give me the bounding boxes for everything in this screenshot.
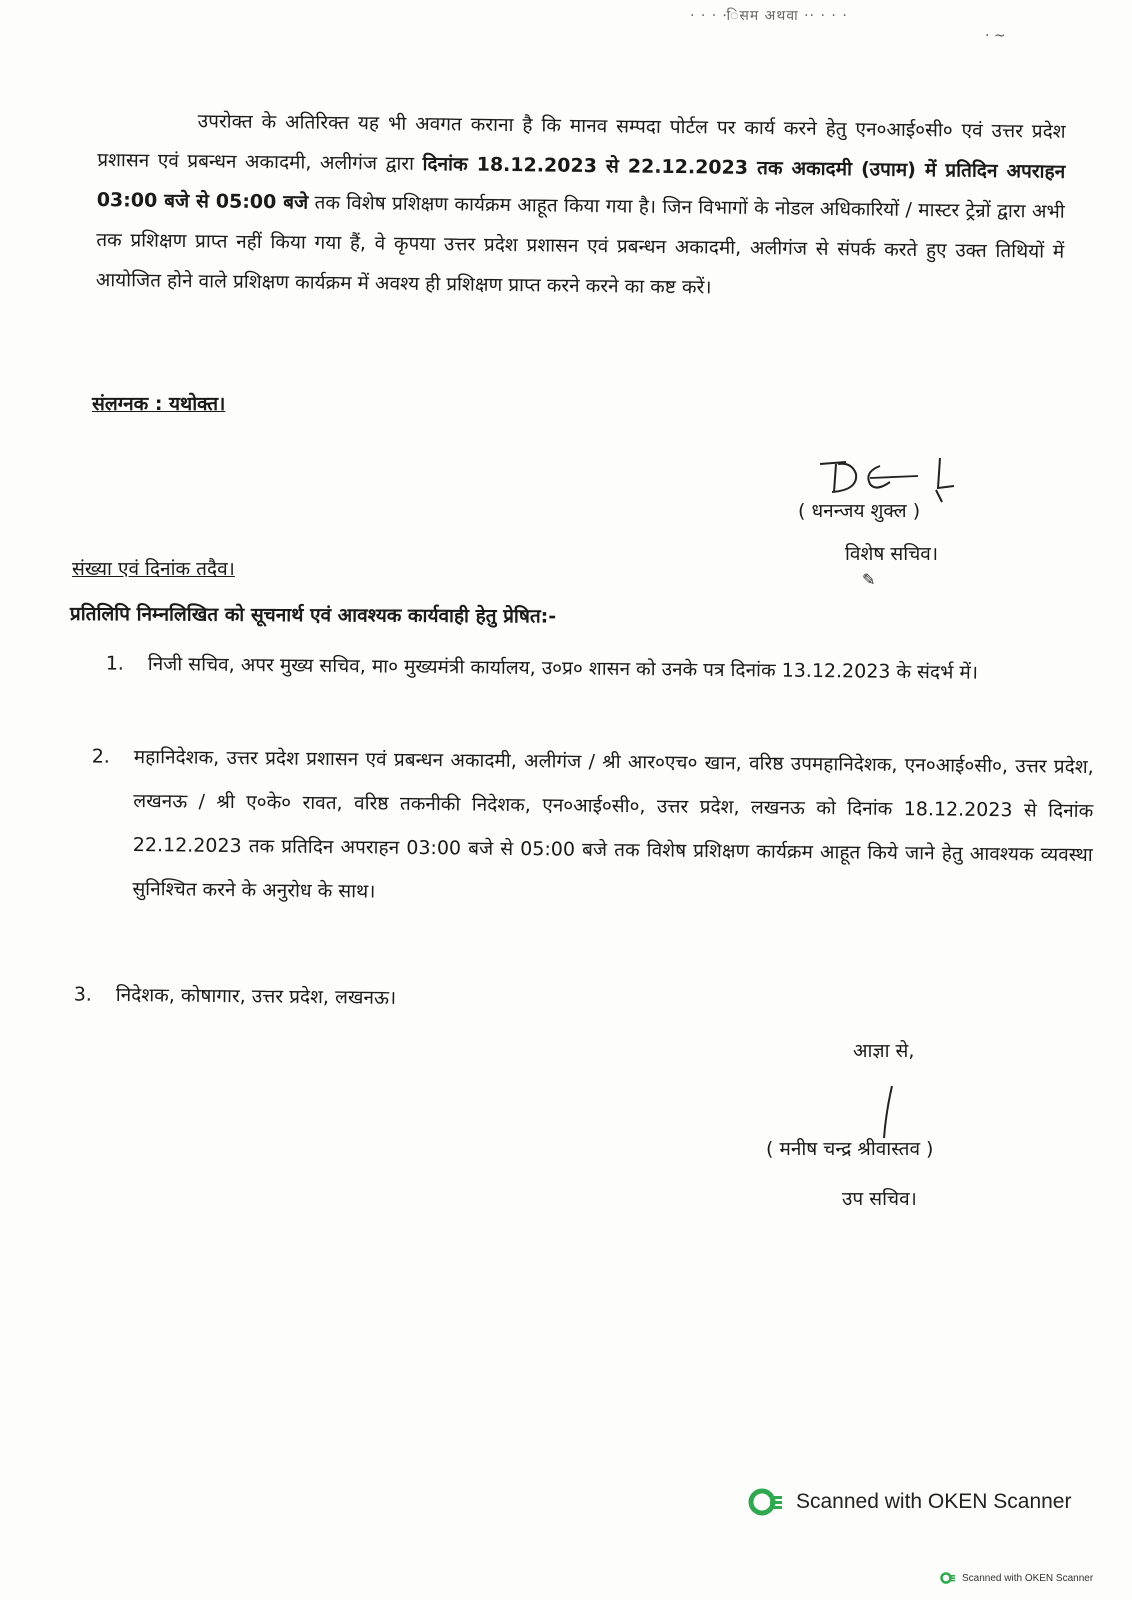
list-item-number: 3. — [73, 983, 93, 1006]
list-item-number: 2. — [91, 745, 111, 768]
body-lead: उपरोक्त के अतिरिक्त यह भी अवगत कराना है कि मानव सम्पदा पोर्टल पर कार्य करने हेतु एन०आई०सी० एवं उत्तर प्रदेश प्रशासन एवं प्रबन्धन अकादमी, अलीगंज द्वारा — [97, 110, 1066, 175]
by-order-text: आज्ञा से, — [853, 1040, 915, 1062]
oken-scanner-logo-icon — [748, 1487, 784, 1517]
body-tail: तक विशेष प्रशिक्षण कार्यक्रम आहूत किया गया है। जिन विभागों के नोडल अधिकारियों / मास्टर ट्रेन्रों द्वारा अभी तक प्रशिक्षण प्राप्त नहीं किया गया हैं, वे कृपया उत्तर प्रदेश प्रशासन एवं प्रबन्धन अकादमी, अलीगंज से संपर्क करते हुए उक्त तिथियों में आयोजित होने वाले प्रशिक्षण कार्यक्रम में अवश्य ही प्रशिक्षण प्राप्त करने करने का कष्ट करें। — [95, 191, 1065, 299]
header-fragment: · · · ·िसम अथवा ·· · · · — [690, 8, 848, 24]
list-item — [91, 735, 1094, 921]
scanner-label-small: Scanned with OKEN Scanner — [962, 1572, 1094, 1584]
list-item — [105, 642, 1083, 696]
list-item-text: महानिदेशक, उत्तर प्रदेश प्रशासन एवं प्रबन्धन अकादमी, अलीगंज / श्री आर०एच० खान, वरिष्ठ उपमहानिदेशक, एन०आई०सी०, उत्तर प्रदेश, लखनऊ / श्री ए०के० रावत, वरिष्ठ तकनीकी निदेशक, एन०आई०सी०, उत्तर प्रदेश, लखनऊ को दिनांक 18.12.2023 से दिनांक 22.12.2023 तक प्रतिदिन अपराहन 03:00 बजे से 05:00 बजे तक विशेष प्रशिक्षण कार्यक्रम आहूत किये जाने हेतु आवश्यक व्यवस्था सुनिश्चित करने के अनुरोध के साथ। — [132, 745, 1094, 903]
body-paragraph — [96, 100, 1066, 312]
list-item — [73, 973, 716, 1023]
scanner-watermark — [748, 1487, 1071, 1517]
header-mark: · ~ — [985, 28, 1006, 44]
signatory-1-name: ( धनन्जय शुक्ल ) — [798, 500, 921, 522]
list-item-number: 1. — [105, 652, 125, 675]
signature-2-icon — [878, 1082, 898, 1142]
signatory-2-designation: उप सचिव। — [842, 1188, 917, 1210]
oken-scanner-logo-small-icon — [940, 1571, 956, 1585]
signatory-2-name: ( मनीष चन्द्र श्रीवास्तव ) — [766, 1138, 934, 1160]
body-bold-dates: दिनांक 18.12.2023 से 22.12.2023 तक अकादमी (उपाम) में प्रतिदिन अपराहन 03:00 बजे से 05:00 बजे — [96, 152, 1066, 214]
list-item-text: निदेशक, कोषागार, उत्तर प्रदेश, लखनऊ। — [115, 983, 397, 1009]
scanner-label: Scanned with OKEN Scanner — [796, 1490, 1072, 1513]
copy-heading: प्रतिलिपि निम्नलिखित को सूचनार्थ एवं आवश्यक कार्यवाही हेतु प्रेषित:- — [69, 602, 557, 628]
initial-mark: ✎ — [862, 570, 876, 589]
scanner-watermark-small — [940, 1571, 1093, 1585]
signatory-1-designation: विशेष सचिव। — [845, 543, 939, 565]
attachment-note: संलग्नक : यथोक्त। — [92, 393, 226, 415]
reference-line: संख्या एवं दिनांक तदैव। — [72, 558, 235, 580]
list-item-text: निजी सचिव, अपर मुख्य सचिव, मा० मुख्यमंत्री कार्यालय, उ०प्र० शासन को उनके पत्र दिनांक 13.12.2023 के संदर्भ में। — [147, 652, 979, 684]
